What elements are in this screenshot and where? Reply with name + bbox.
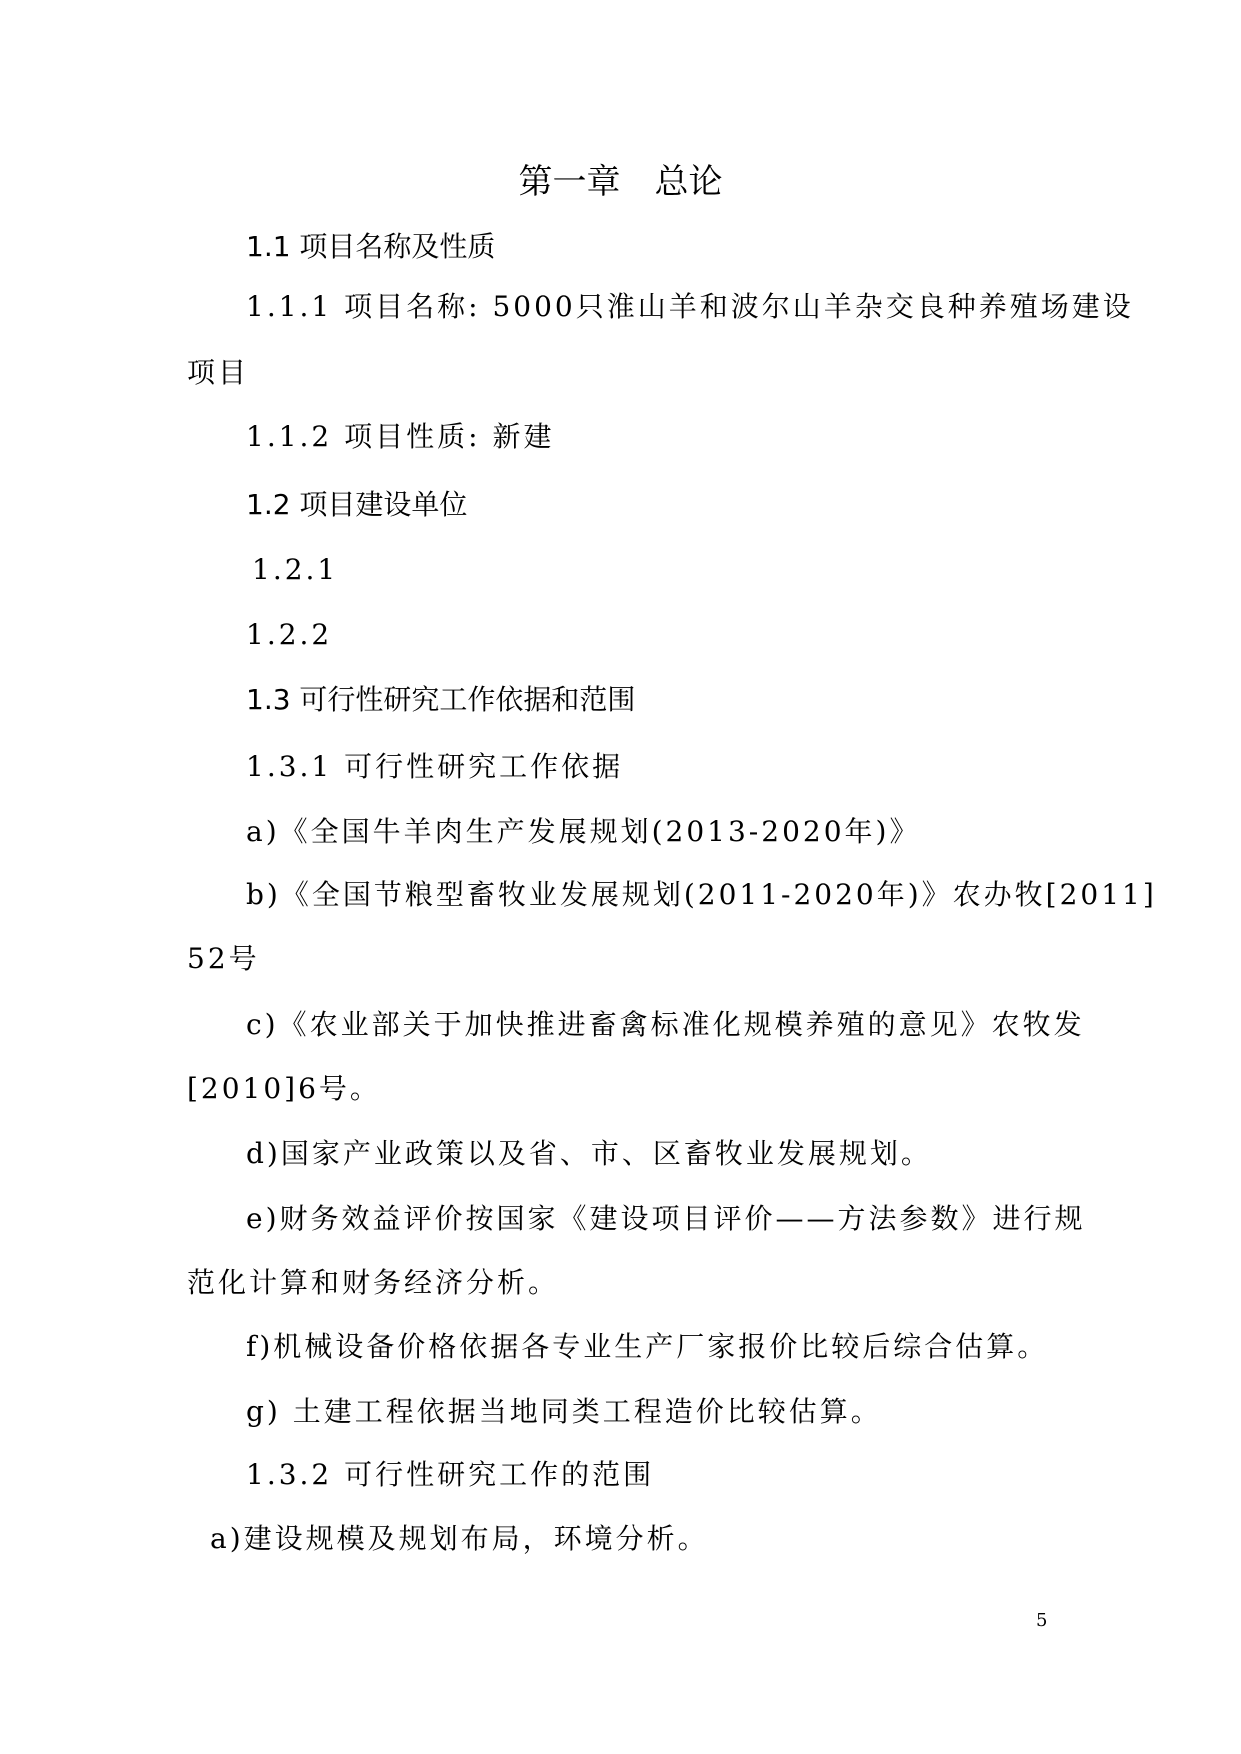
list-item-a: a)《全国牛羊肉生产发展规划(2013-2020年)》 (246, 815, 921, 848)
paragraph-project-name-continued: 项目 (187, 356, 250, 389)
paragraph-project-nature: 1.1.2 项目性质: 新建 (246, 420, 555, 453)
list-item-c-continued: [2010]6号。 (187, 1072, 381, 1105)
list-item-f: f)机械设备价格依据各专业生产厂家报价比较后综合估算。 (246, 1330, 1049, 1363)
list-item-e-continued: 范化计算和财务经济分析。 (187, 1266, 560, 1299)
paragraph-1-3-2: 1.3.2 可行性研究工作的范围 (246, 1458, 655, 1491)
paragraph-project-name: 1.1.1 项目名称: 5000只淮山羊和波尔山羊杂交良种养殖场建设 (246, 290, 1134, 323)
chapter-title: 第一章 总论 (518, 162, 723, 202)
paragraph-1-2-1: 1.2.1 (252, 553, 339, 586)
paragraph-1-3-1: 1.3.1 可行性研究工作依据 (246, 750, 624, 783)
section-heading-1-3: 1.3 可行性研究工作依据和范围 (246, 683, 636, 716)
list-item-e: e)财务效益评价按国家《建设项目评价——方法参数》进行规 (246, 1202, 1086, 1235)
paragraph-1-2-2: 1.2.2 (246, 618, 333, 651)
list-item-d: d)国家产业政策以及省、市、区畜牧业发展规划。 (246, 1137, 932, 1170)
list-item-scope-a: a)建设规模及规划布局，环境分析。 (210, 1522, 709, 1555)
list-item-b-continued: 52号 (187, 942, 260, 975)
list-item-g: g) 土建工程依据当地同类工程造价比较估算。 (246, 1395, 882, 1428)
section-heading-1-2: 1.2 项目建设单位 (246, 488, 468, 521)
list-item-c: c)《农业部关于加快推进畜禽标准化规模养殖的意见》农牧发 (246, 1008, 1085, 1041)
list-item-b: b)《全国节粮型畜牧业发展规划(2011-2020年)》农办牧[2011] (246, 878, 1157, 911)
section-heading-1-1: 1.1 项目名称及性质 (246, 230, 496, 263)
page-number: 5 (1036, 1610, 1048, 1631)
